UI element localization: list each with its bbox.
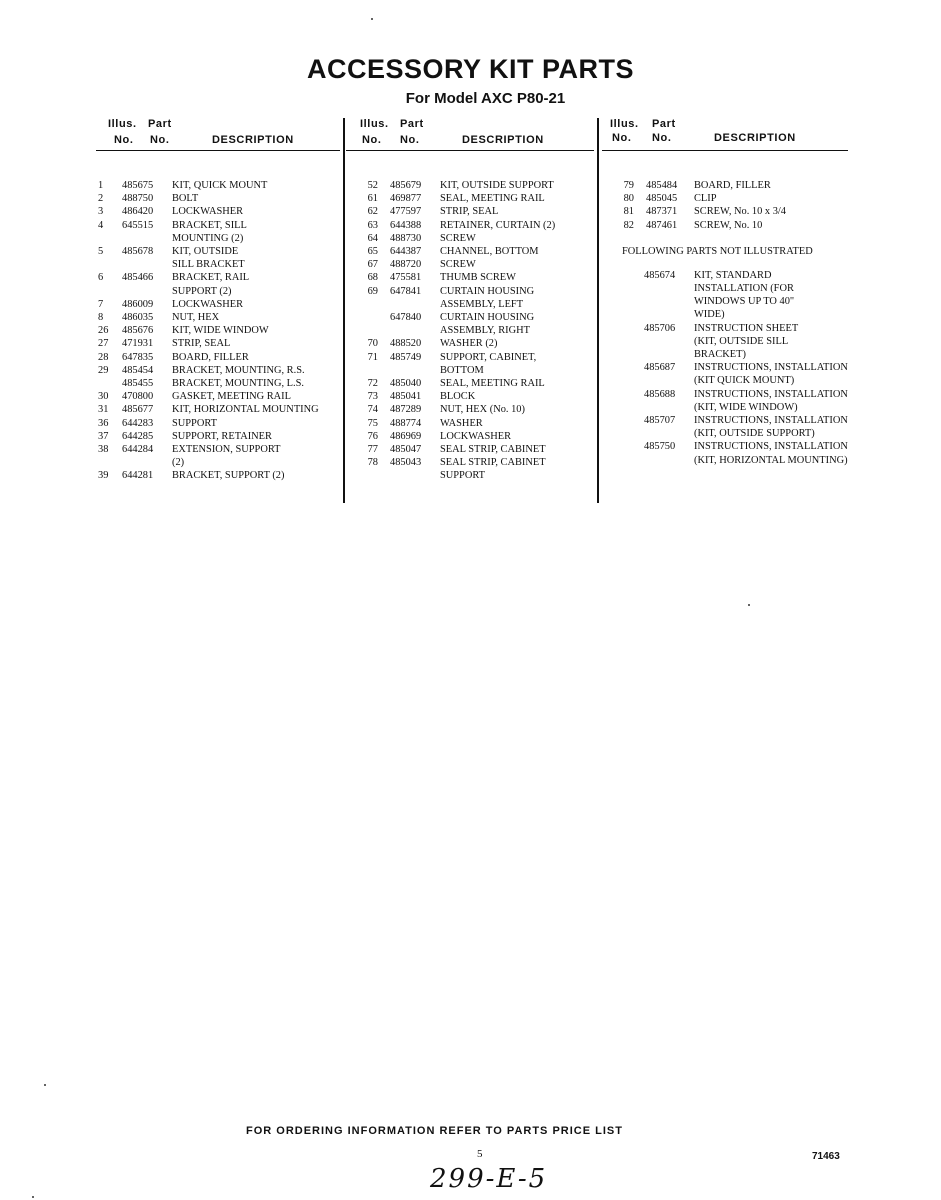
part-number: 647841: [390, 285, 422, 297]
part-description: INSTRUCTIONS, INSTALLATION (KIT, OUTSIDE SUPPORT): [694, 415, 848, 440]
header-no: No.: [114, 134, 134, 146]
illus-number: 4: [98, 219, 104, 231]
parts-row: [96, 245, 340, 271]
part-description: BRACKET, SUPPORT (2): [172, 470, 285, 482]
part-description: THUMB SCREW: [440, 272, 516, 284]
parts-row: [96, 219, 340, 245]
header-description: DESCRIPTION: [714, 132, 796, 144]
illus-number: 73: [367, 391, 378, 403]
not-illustrated-heading: FOLLOWING PARTS NOT ILLUSTRATED: [622, 245, 813, 257]
part-number: 488520: [390, 338, 422, 350]
column-header: [96, 116, 340, 151]
part-description: KIT, WIDE WINDOW: [172, 325, 269, 337]
parts-row: [96, 443, 340, 469]
parts-row: [346, 456, 594, 482]
part-description: SEAL, MEETING RAIL: [440, 378, 545, 390]
part-description: RETAINER, CURTAIN (2): [440, 219, 556, 231]
parts-row: [346, 311, 594, 337]
parts-row: [96, 430, 340, 443]
parts-row: [602, 388, 872, 414]
illus-number: 31: [98, 404, 109, 416]
parts-row: [96, 403, 340, 416]
parts-row: [346, 390, 594, 403]
part-number: 485676: [122, 325, 154, 337]
illus-number: 5: [98, 246, 104, 258]
header-no: No.: [612, 132, 632, 144]
parts-row: [96, 364, 340, 377]
part-number: 486420: [122, 206, 154, 218]
parts-row: [346, 245, 594, 258]
illus-number: 30: [98, 391, 109, 403]
part-number: 644281: [122, 470, 154, 482]
illus-number: 62: [367, 206, 378, 218]
part-number: 644285: [122, 430, 154, 442]
part-description: BRACKET, MOUNTING, R.S.: [172, 364, 305, 376]
parts-row: [346, 219, 594, 232]
illus-number: 72: [367, 378, 378, 390]
illus-number: 29: [98, 364, 109, 376]
part-number: 485045: [646, 193, 678, 205]
part-description: SEAL STRIP, CABINET SUPPORT: [440, 457, 546, 482]
illus-number: 67: [367, 259, 378, 271]
page-number: 5: [477, 1148, 483, 1160]
not-illustrated-list: [602, 269, 872, 467]
header-illus: Illus.: [610, 118, 639, 130]
illus-number: 61: [367, 193, 378, 205]
part-number: 485679: [390, 180, 422, 191]
illus-number: 69: [367, 285, 378, 297]
part-description: NUT, HEX: [172, 312, 220, 324]
part-description: INSTRUCTIONS, INSTALLATION (KIT, WIDE WINDOW): [694, 388, 848, 413]
illus-number: 39: [98, 470, 109, 482]
parts-row: [96, 311, 340, 324]
part-description: BRACKET, SILL MOUNTING (2): [172, 219, 247, 244]
part-number: 488774: [390, 417, 422, 429]
illus-number: 63: [367, 219, 378, 231]
part-number: 488720: [390, 259, 422, 271]
illus-number: 38: [98, 444, 109, 456]
parts-row: [96, 337, 340, 350]
illus-number: 74: [367, 404, 378, 416]
parts-row: [346, 205, 594, 218]
part-description: SCREW, No. 10 x 3/4: [694, 206, 786, 218]
part-number: 487371: [646, 206, 678, 218]
part-description: SUPPORT: [172, 417, 217, 429]
header-illus: Illus.: [108, 118, 137, 130]
header-description: DESCRIPTION: [462, 134, 544, 146]
part-description: BRACKET, MOUNTING, L.S.: [172, 378, 304, 390]
parts-row: [602, 322, 872, 362]
header-illus: Illus.: [360, 118, 389, 130]
parts-row: [346, 430, 594, 443]
parts-row: [96, 351, 340, 364]
parts-row: [346, 285, 594, 311]
part-description: SUPPORT, RETAINER: [172, 430, 272, 442]
part-description: KIT, OUTSIDE SILL BRACKET: [172, 246, 245, 271]
part-number: 488730: [390, 232, 422, 244]
part-number: 485678: [122, 246, 154, 258]
parts-row: [602, 440, 872, 466]
parts-row: [602, 179, 872, 192]
illus-number: 70: [367, 338, 378, 350]
part-number: 487461: [646, 219, 678, 231]
part-number: 485677: [122, 404, 154, 416]
illus-number: 28: [98, 351, 109, 363]
parts-row: [96, 298, 340, 311]
part-number: 486009: [122, 298, 154, 310]
parts-list: [96, 179, 340, 483]
model-subtitle: For Model AXC P80-21: [405, 90, 566, 107]
illus-number: 7: [98, 298, 104, 310]
illus-number: 68: [367, 272, 378, 284]
part-description: BOARD, FILLER: [172, 351, 249, 363]
header-description: DESCRIPTION: [212, 134, 294, 146]
parts-row: [346, 337, 594, 350]
parts-row: [346, 271, 594, 284]
illus-number: 64: [367, 232, 378, 244]
part-number: 485750: [644, 441, 676, 453]
header-no: No.: [362, 134, 382, 146]
scan-speck: [748, 604, 750, 606]
header-no: No.: [400, 134, 420, 146]
part-description: SCREW: [440, 232, 476, 244]
part-description: INSTRUCTION SHEET (KIT, OUTSIDE SILL BRACKET): [694, 322, 799, 361]
part-number: 485466: [122, 272, 154, 284]
illus-number: 1: [98, 180, 104, 191]
handwritten-note: 299-E-5: [430, 1164, 548, 1194]
part-number: 485047: [390, 444, 422, 456]
part-description: BOARD, FILLER: [694, 180, 771, 191]
illus-number: 77: [367, 444, 378, 456]
illus-number: 52: [367, 180, 378, 191]
part-description: BOLT: [172, 193, 199, 205]
illus-number: 6: [98, 272, 104, 284]
part-number: 644283: [122, 417, 154, 429]
header-part: Part: [148, 118, 172, 130]
illus-number: 26: [98, 325, 109, 337]
column-header: [346, 116, 594, 151]
illus-number: 8: [98, 312, 104, 324]
part-number: 647835: [122, 351, 154, 363]
parts-row: [96, 417, 340, 430]
parts-row: [346, 417, 594, 430]
part-description: INSTRUCTIONS, INSTALLATION (KIT, HORIZONTAL MOUNTING): [694, 441, 848, 466]
part-number: 469877: [390, 193, 422, 205]
part-number: 488750: [122, 193, 154, 205]
parts-row: [346, 443, 594, 456]
illus-number: 3: [98, 206, 104, 218]
parts-row: [602, 361, 872, 387]
illus-number: 36: [98, 417, 109, 429]
illus-number: 2: [98, 193, 104, 205]
part-number: 645515: [122, 219, 154, 231]
part-number: 485749: [390, 351, 422, 363]
illus-number: 65: [367, 246, 378, 258]
illus-number: 82: [623, 219, 634, 231]
part-description: BLOCK: [440, 391, 476, 403]
part-number: 485706: [644, 322, 676, 334]
parts-column-2: [346, 116, 594, 483]
part-number: 485043: [390, 457, 422, 469]
part-number: 485688: [644, 388, 676, 400]
part-description: GASKET, MEETING RAIL: [172, 391, 291, 403]
parts-row: [96, 390, 340, 403]
column-divider: [597, 118, 599, 503]
part-number: 485454: [122, 364, 154, 376]
parts-row: [96, 271, 340, 297]
part-description: SEAL STRIP, CABINET: [440, 444, 546, 456]
part-description: CHANNEL, BOTTOM: [440, 246, 539, 258]
parts-list: [346, 179, 594, 483]
parts-row: [346, 351, 594, 377]
scan-speck: [371, 18, 373, 20]
parts-column-1: [96, 116, 340, 483]
parts-row: [96, 377, 340, 390]
part-description: SUPPORT, CABINET, BOTTOM: [440, 351, 537, 376]
parts-row: [96, 469, 340, 482]
part-description: CLIP: [694, 193, 717, 205]
part-number: 486969: [390, 430, 422, 442]
part-number: 644284: [122, 444, 154, 456]
parts-row: [346, 258, 594, 271]
illus-number: 79: [623, 180, 634, 191]
column-divider: [343, 118, 345, 503]
parts-row: [346, 232, 594, 245]
illus-number: 75: [367, 417, 378, 429]
parts-list: [602, 179, 872, 232]
part-description: SEAL, MEETING RAIL: [440, 193, 545, 205]
part-description: KIT, HORIZONTAL MOUNTING: [172, 404, 319, 416]
illus-number: 71: [367, 351, 378, 363]
column-header: [602, 116, 848, 151]
part-description: KIT, STANDARD INSTALLATION (FOR WINDOWS UP TO 40" WIDE): [694, 269, 795, 321]
scan-speck: [32, 1196, 34, 1198]
part-number: 487289: [390, 404, 422, 416]
parts-column-3: [602, 116, 872, 467]
part-description: STRIP, SEAL: [172, 338, 231, 350]
part-description: SCREW, No. 10: [694, 219, 763, 231]
header-part: Part: [400, 118, 424, 130]
part-number: 485484: [646, 180, 678, 191]
parts-row: [602, 414, 872, 440]
part-description: LOCKWASHER: [440, 430, 512, 442]
parts-row: [602, 205, 872, 218]
part-number: 485040: [390, 378, 422, 390]
part-number: 485455: [122, 378, 154, 390]
illus-number: 81: [623, 206, 634, 218]
page-title: ACCESSORY KIT PARTS: [306, 54, 635, 84]
parts-row: [96, 179, 340, 192]
part-number: 485674: [644, 269, 676, 281]
part-number: 485041: [390, 391, 422, 403]
illus-number: 80: [623, 193, 634, 205]
part-description: BRACKET, RAIL SUPPORT (2): [172, 272, 250, 297]
part-description: LOCKWASHER: [172, 298, 244, 310]
part-number: 477597: [390, 206, 422, 218]
part-description: STRIP, SEAL: [440, 206, 499, 218]
part-description: KIT, QUICK MOUNT: [172, 180, 268, 191]
part-description: EXTENSION, SUPPORT (2): [172, 444, 281, 469]
parts-row: [602, 192, 872, 205]
header-no: No.: [150, 134, 170, 146]
parts-row: [346, 403, 594, 416]
scan-speck: [44, 1084, 46, 1086]
parts-row: [96, 192, 340, 205]
document-number: 71463: [812, 1151, 840, 1162]
parts-row: [602, 219, 872, 232]
header-no: No.: [652, 132, 672, 144]
ordering-info-footer: FOR ORDERING INFORMATION REFER TO PARTS PRICE LIST: [246, 1125, 623, 1137]
part-number: 647840: [390, 312, 422, 324]
part-description: NUT, HEX (No. 10): [440, 404, 525, 416]
part-number: 644387: [390, 246, 422, 258]
illus-number: 76: [367, 430, 378, 442]
illus-number: 27: [98, 338, 109, 350]
parts-row: [346, 179, 594, 192]
part-description: KIT, OUTSIDE SUPPORT: [440, 180, 554, 191]
part-number: 485675: [122, 180, 154, 191]
parts-row: [96, 324, 340, 337]
part-number: 475581: [390, 272, 422, 284]
part-number: 471931: [122, 338, 154, 350]
part-number: 644388: [390, 219, 422, 231]
parts-row: [602, 269, 872, 322]
part-description: SCREW: [440, 259, 476, 271]
part-description: LOCKWASHER: [172, 206, 244, 218]
part-number: 470800: [122, 391, 154, 403]
illus-number: 37: [98, 430, 109, 442]
illus-number: 78: [367, 457, 378, 469]
parts-row: [346, 192, 594, 205]
part-description: CURTAIN HOUSING ASSEMBLY, LEFT: [440, 285, 535, 310]
parts-row: [346, 377, 594, 390]
part-description: CURTAIN HOUSING ASSEMBLY, RIGHT: [440, 312, 535, 337]
part-description: WASHER: [440, 417, 483, 429]
part-description: INSTRUCTIONS, INSTALLATION (KIT QUICK MOUNT): [694, 362, 848, 387]
part-number: 485687: [644, 362, 676, 374]
part-description: WASHER (2): [440, 338, 498, 350]
part-number: 486035: [122, 312, 154, 324]
header-part: Part: [652, 118, 676, 130]
part-number: 485707: [644, 415, 676, 427]
parts-row: [96, 205, 340, 218]
